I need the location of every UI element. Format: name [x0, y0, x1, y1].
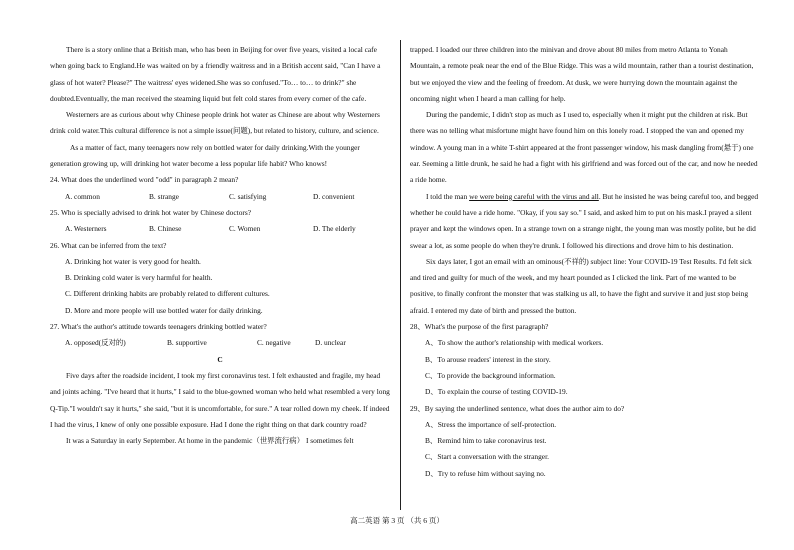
q28-option-d[interactable]: D、To explain the course of testing COVID-19. — [425, 387, 568, 397]
passage-c-paragraph-2-start: It was a Saturday in early September. At home in the pandemic（世界流行病） I sometimes felt — [66, 436, 354, 446]
q25-option-d[interactable]: D. The elderly — [313, 224, 356, 234]
q26-option-d[interactable]: D. More and more people will use bottled water for daily drinking. — [65, 305, 263, 315]
column-divider — [400, 40, 401, 510]
passage-c-paragraph-2-continued: trapped. I loaded our three children into the minivan and drove about 80 miles from metro Atlanta to Yonah Mountain, a remote peak near the end of the Blue Ridge. This was a wild mountain, rather than a tourist destination, but we enjoyed the view and the feeling of freedom. At dusk, we were hurrying down the mountain against the oncoming night when I heard a man calling for help. — [410, 45, 754, 103]
q29-option-a[interactable]: A、Stress the importance of self-protection. — [425, 419, 557, 429]
q27-option-a[interactable]: A. opposed(反对的) — [65, 338, 126, 348]
question-25-stem: 25. Who is specially advised to drink hot water by Chinese doctors? — [50, 207, 252, 217]
q26-option-a[interactable]: A. Drinking hot water is very good for health. — [65, 256, 201, 266]
q25-option-c[interactable]: C. Women — [229, 224, 261, 234]
question-29-stem: 29、By saying the underlined sentence, what does the author aim to do? — [410, 403, 625, 413]
passage-b-paragraph-2: Westerners are as curious about why Chinese people drink hot water as Chinese are about why Westerners drink cold water.This cultural difference is not a simple issue(问题), but related to history, culture, and science. — [50, 110, 380, 136]
q26-option-b[interactable]: B. Drinking cold water is very harmful for health. — [65, 273, 213, 283]
question-24-options — [50, 189, 390, 205]
q25-option-a[interactable]: A. Westerners — [65, 224, 107, 234]
q26-option-c[interactable]: C. Different drinking habits are probably related to different cultures. — [65, 289, 270, 299]
passage-b-paragraph-1: There is a story online that a British man, who has been in Beijing for over five years, visited a local cafe when going back to England.He was waited on by a friendly waitress and in a British accent said, "Can I have a glass of hot water? Please?" The waitress' eyes widened.She was so confused."To… to… to drink?" she doubted.Eventually, the man received the steaming liquid but felt cold stares from every corner of the cafe. — [50, 45, 381, 103]
q27-option-b[interactable]: B. supportive — [167, 338, 207, 348]
left-column — [50, 42, 390, 449]
passage-c-paragraph-4: I told the man we were being careful with the virus and all. But he insisted he was being careful too, and begged whether he could have a ride home. "Okay, if you say so." I said, and asked him to put on his mask.I prayed a silent prayer and kept the windows open. In a strange town on a strange night, the young man was mostly polite, but he did swear a lot, as some people do when they're drunk. I followed his directions and drove him to his destination. — [410, 191, 759, 250]
question-26-stem: 26. What can be inferred from the text? — [50, 240, 167, 250]
q24-option-c[interactable]: C. satisfying — [229, 191, 267, 201]
section-c-label: C — [217, 354, 223, 364]
q27-option-c[interactable]: C. negative — [257, 338, 291, 348]
q24-option-b[interactable]: B. strange — [149, 191, 179, 201]
q28-option-b[interactable]: B、To arouse readers' interest in the story. — [425, 354, 551, 364]
passage-c-paragraph-1: Five days after the roadside incident, I took my first coronavirus test. I felt exhausted and fragile, my head and joints aching. "I've heard that it hurts," I said to the blue-gowned woman who held what resembled a very long Q-Tip."I wouldn't say it hurts," she said, "but it is uncomfortable, for sure." A tear rolled down my cheek. If indeed I had the virus, I knew of only one possible exposure. Had I done the right thing on that dark country road? — [50, 370, 390, 429]
q25-option-b[interactable]: B. Chinese — [149, 224, 182, 234]
q28-option-c[interactable]: C、To provide the background information. — [425, 370, 556, 380]
page-footer: 高二英语 第 3 页 （共 6 页） — [350, 516, 444, 525]
passage-b-paragraph-3: As a matter of fact, many teenagers now rely on bottled water for daily drinking.With the younger generation growing up, will drinking hot water become a less popular life habit? Who knows! — [50, 142, 360, 169]
question-27-options — [50, 335, 390, 351]
question-25-options — [50, 221, 390, 237]
question-28-stem: 28、What's the purpose of the first paragraph? — [410, 322, 549, 332]
q28-option-a[interactable]: A、To show the author's relationship with medical workers. — [425, 338, 604, 348]
passage-c-paragraph-3: During the pandemic, I didn't stop as much as I used to, especially when it might put the children at risk. But there was no telling what misfortune might have found him on this lonely road. I stopped the van and opened my window. A young man in a white T-shirt appeared at the front passenger window, his mask dangling from(悬于) one ear. Seeming a little drunk, he said he had a fight with his girlfriend and was forced out of the car, and now he needed a ride home. — [410, 110, 758, 185]
question-24-stem: 24. What does the underlined word "odd" in paragraph 2 mean? — [50, 175, 239, 185]
right-column — [410, 42, 760, 482]
underlined-sentence: we were being careful with the virus and all — [469, 191, 599, 201]
q29-option-c[interactable]: C、Start a conversation with the stranger. — [425, 452, 549, 462]
q29-option-b[interactable]: B、Remind him to take coronavirus test. — [425, 436, 547, 446]
q24-option-a[interactable]: A. common — [65, 191, 100, 201]
q24-option-d[interactable]: D. convenient — [313, 191, 355, 201]
passage-c-paragraph-5: Six days later, I got an email with an ominous(不祥的) subject line: Your COVID-19 Test Results. I'd felt sick and tired and guilty for much of the week, and my heart pounded as I clicked the link. Part of me wanted to be positive, to finally confront the monster that was stalking us all, to have the fight and survive it and just stop being afraid. I entered my date of birth and pressed the button. — [410, 256, 752, 315]
q29-option-d[interactable]: D、Try to refuse him without saying no. — [425, 468, 546, 478]
question-27-stem: 27. What's the author's attitude towards teenagers drinking bottled water? — [50, 322, 267, 332]
q27-option-d[interactable]: D. unclear — [315, 338, 346, 348]
